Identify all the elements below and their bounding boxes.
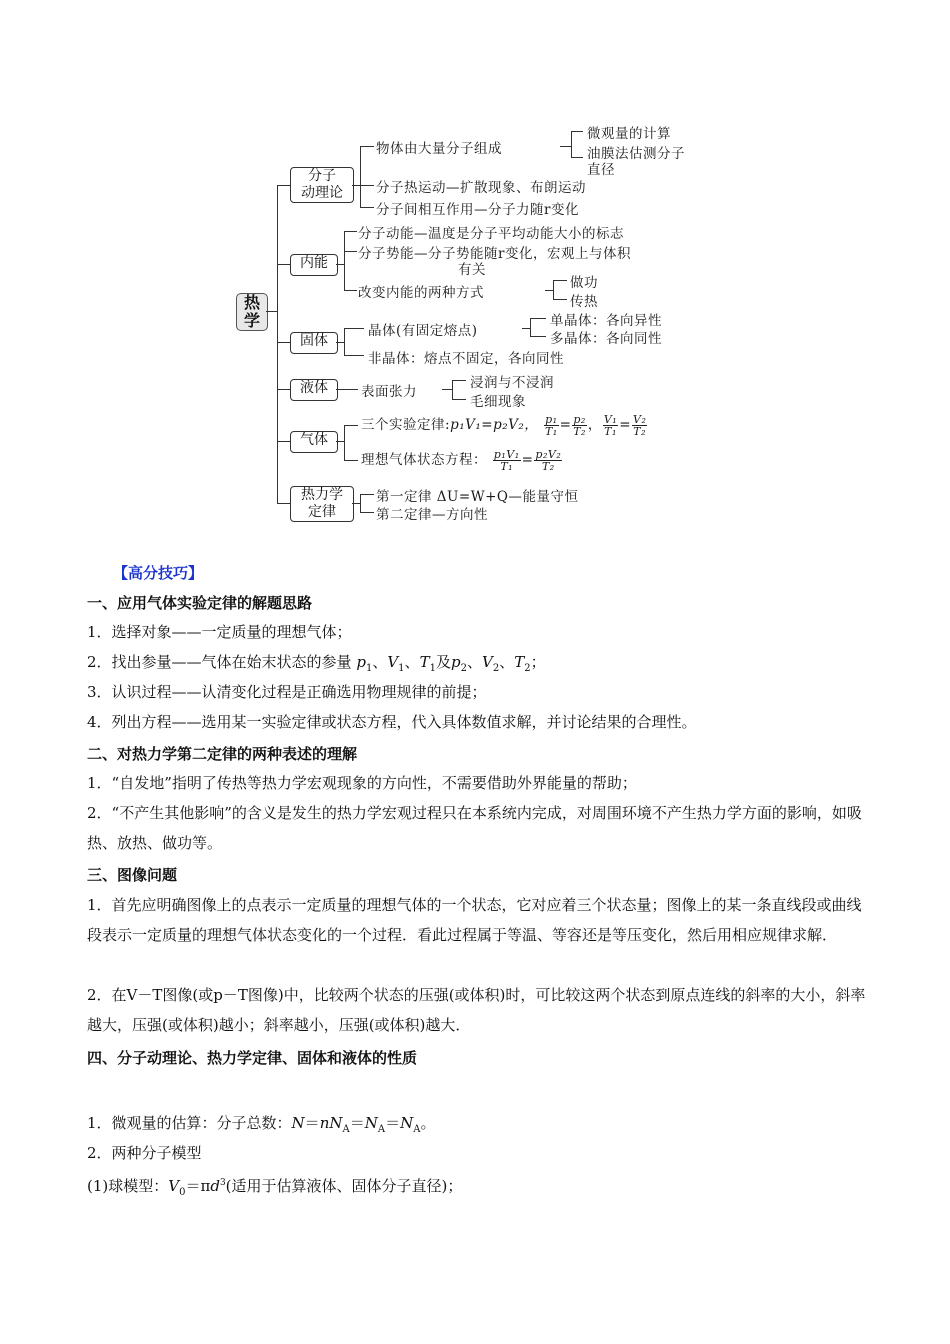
mm-wetting: 浸润与不浸润: [470, 375, 554, 391]
branch-solid: 固体: [290, 332, 338, 354]
section-3-line-2: 2．在V－T图像(或p－T图像)中，比较两个状态的压强(或体积)时，可比较这两个状态到原点连线的斜率的大小，斜率越大，压强(或体积)越小；斜率越小，压强(或体积)越大．: [87, 986, 866, 1034]
section-2-heading: 二、对热力学第二定律的两种表述的理解: [87, 745, 358, 763]
mm-thermal-motion: 分子热运动—扩散现象、布朗运动: [376, 180, 586, 196]
mm-molecular-item1: 物体由大量分子组成: [376, 141, 502, 157]
mm-work: 做功: [570, 275, 598, 291]
mm-heat-transfer: 传热: [570, 294, 598, 310]
section-4-line-3: (1)球模型：$V_0=\pi d^3$(适用于估算液体、固体分子直径)；: [87, 1177, 463, 1198]
branch-internal-energy: 内能: [290, 254, 338, 276]
mm-capillary: 毛细现象: [470, 394, 526, 410]
mm-oil-film-l1: 油膜法估测分子: [587, 146, 685, 162]
tips-title: 【高分技巧】: [113, 564, 204, 582]
branch-liquid: 液体: [290, 379, 338, 401]
mm-potential-l1: 分子势能—分子势能随r变化，宏观上与体积: [358, 246, 631, 262]
mindmap-root: 热学: [236, 293, 268, 331]
mm-oil-film-l2: 直径: [587, 162, 615, 178]
section-1-heading: 一、应用气体实验定律的解题思路: [87, 594, 313, 612]
mm-crystal: 晶体(有固定熔点): [368, 323, 478, 339]
branch-molecular-theory: 分子 动理论: [290, 167, 354, 203]
mm-interaction: 分子间相互作用—分子力随r变化: [376, 202, 579, 218]
section-3-line-1: 1．首先应明确图像上的点表示一定质量的理想气体的一个状态，它对应着三个状态量；图像上的某一条直线段或曲线段表示一定质量的理想气体状态变化的一个过程．看此过程属于等温、等容还是等压变化，然后用相应规律求解．: [87, 896, 862, 944]
section-2-line-2: 2．“不产生其他影响”的含义是发生的热力学宏观过程只在本系统内完成，对周围环境不产生热力学方面的影响，如吸热、放热、做功等。: [87, 804, 862, 852]
mm-poly-crystal: 多晶体：各向同性: [550, 331, 662, 347]
mm-kinetic: 分子动能—温度是分子平均动能大小的标志: [358, 226, 624, 242]
mm-ideal-gas-equation: 理想气体状态方程： $\frac{\text{p₁V₁}}{\text{T₁}}$ = $\frac{\text{p₂V₂}}{\text{T₂}}$: [361, 448, 562, 473]
mm-second-law: 第二定律—方向性: [376, 507, 488, 523]
mm-single-crystal: 单晶体：各向异性: [550, 313, 662, 329]
section-1-line-4: 4．列出方程——选用某一实验定律或状态方程，代入具体数值求解，并讨论结果的合理性。: [87, 713, 697, 731]
mm-two-ways: 改变内能的两种方式: [358, 285, 484, 301]
mm-amorphous: 非晶体：熔点不固定，各向同性: [368, 351, 564, 367]
section-4-heading: 四、分子动理论、热力学定律、固体和液体的性质: [87, 1049, 418, 1067]
mm-potential-l2: 有关: [458, 262, 486, 278]
branch-thermodynamics-laws: 热力学 定律: [290, 486, 354, 522]
section-1-line-2: 2．找出参量——气体在始末状态的参量 $p_1$、$V_1$、$T_1$及$p_2$、$V_2$、$T_2$；: [87, 653, 546, 674]
section-1-line-3: 3．认识过程——认清变化过程是正确选用物理规律的前提；: [87, 683, 487, 701]
section-4-line-2: 2．两种分子模型: [87, 1144, 202, 1162]
section-4-line-1: 1．微观量的估算：分子总数：$N=nN_A=N_A=N_A$。: [87, 1114, 436, 1135]
branch-gas: 气体: [290, 431, 338, 453]
mm-first-law: 第一定律 ΔU=W+Q—能量守恒: [376, 489, 579, 505]
section-3-heading: 三、图像问题: [87, 866, 178, 884]
mm-micro-calc: 微观量的计算: [587, 126, 671, 142]
mm-three-laws: 三个实验定律:p₁V₁=p₂V₂， $\frac{\text{p₁}}{\text{T₁}}$ = $\frac{\text{p₂}}{\text{T₂}}$ ， $\frac{\text{V₁}}{\text{T₁}}$ = $\frac{\text{V₂}}{\text{T₂}}$: [361, 413, 647, 438]
section-1-line-1: 1．选择对象——一定质量的理想气体；: [87, 623, 352, 641]
mm-surface-tension: 表面张力: [361, 384, 417, 400]
section-2-line-1: 1．“自发地”指明了传热等热力学宏观现象的方向性，不需要借助外界能量的帮助；: [87, 774, 637, 792]
